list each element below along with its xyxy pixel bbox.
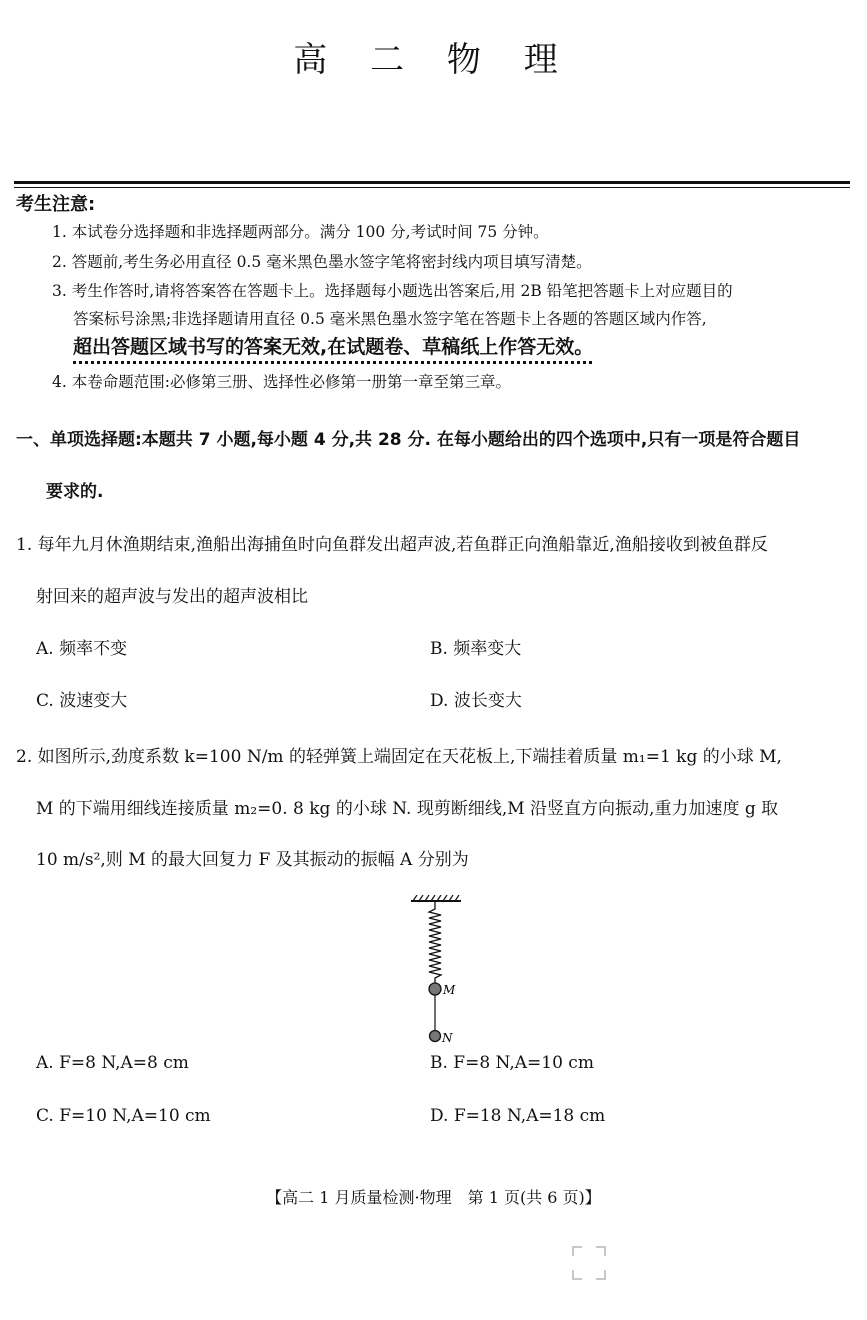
scan-corner-tl (572, 1246, 582, 1256)
page-title: 高 二 物 理 (293, 40, 574, 80)
spring (429, 901, 441, 983)
question-1-stem: 1. 每年九月休渔期结束,渔船出海捕鱼时向鱼群发出超声波,若鱼群正向渔船靠近,渔船接收到被鱼群反 (16, 535, 768, 555)
q1-option-b: B. 频率变大 (430, 639, 522, 659)
q1-option-a: A. 频率不变 (36, 639, 128, 659)
notice-item-1: 1. 本试卷分选择题和非选择题两部分。满分 100 分,考试时间 75 分钟。 (52, 223, 549, 241)
ball-m (429, 983, 441, 995)
label-n: N (442, 1031, 453, 1045)
section-heading: 一、单项选择题:本题共 7 小题,每小题 4 分,共 28 分. 在每小题给出的四个选项中,只有一项是符合题目 (16, 430, 801, 450)
q2-option-d: D. F=18 N,A=18 cm (430, 1106, 606, 1126)
ball-n (430, 1031, 441, 1042)
question-2-stem-cont2: 10 m/s²,则 M 的最大回复力 F 及其振动的振幅 A 分别为 (36, 850, 469, 870)
notice-item-3-cont: 答案标号涂黑;非选择题请用直径 0.5 毫米黑色墨水签字笔在答题卡上各题的答题区域内作答, (73, 310, 707, 328)
q1-option-c: C. 波速变大 (36, 691, 128, 711)
q2-option-a: A. F=8 N,A=8 cm (36, 1053, 189, 1073)
scan-corner-br (596, 1270, 606, 1280)
notice-item-2: 2. 答题前,考生务必用直径 0.5 毫米黑色墨水签字笔将密封线内项目填写清楚。 (52, 253, 592, 271)
scan-corner-bl (572, 1270, 582, 1280)
q2-option-b: B. F=8 N,A=10 cm (430, 1053, 594, 1073)
notice-item-3: 3. 考生作答时,请将答案答在答题卡上。选择题每小题选出答案后,用 2B 铅笔把答题卡上对应题目的 (52, 282, 733, 300)
q1-option-d: D. 波长变大 (430, 691, 522, 711)
question-1-stem-cont: 射回来的超声波与发出的超声波相比 (36, 587, 308, 607)
notice-heading: 考生注意: (16, 194, 96, 215)
section-heading-cont: 要求的. (46, 482, 104, 502)
spring-figure (405, 895, 475, 1045)
header-rule-thin (14, 187, 850, 188)
notice-emphasis: 超出答题区域书写的答案无效,在试题卷、草稿纸上作答无效。 (73, 336, 594, 358)
scan-corner-tr (596, 1246, 606, 1256)
label-m: M (443, 983, 456, 997)
header-rule-thick (14, 181, 850, 184)
question-2-stem: 2. 如图所示,劲度系数 k=100 N/m 的轻弹簧上端固定在天花板上,下端挂着质量 m₁=1 kg 的小球 M, (16, 747, 782, 767)
page-footer: 【高二 1 月质量检测·物理 第 1 页(共 6 页)】 (266, 1188, 601, 1207)
notice-item-4: 4. 本卷命题范围:必修第三册、选择性必修第一册第一章至第三章。 (52, 373, 511, 391)
question-2-stem-cont: M 的下端用细线连接质量 m₂=0. 8 kg 的小球 N. 现剪断细线,M 沿竖直方向振动,重力加速度 g 取 (36, 799, 779, 819)
q2-option-c: C. F=10 N,A=10 cm (36, 1106, 211, 1126)
